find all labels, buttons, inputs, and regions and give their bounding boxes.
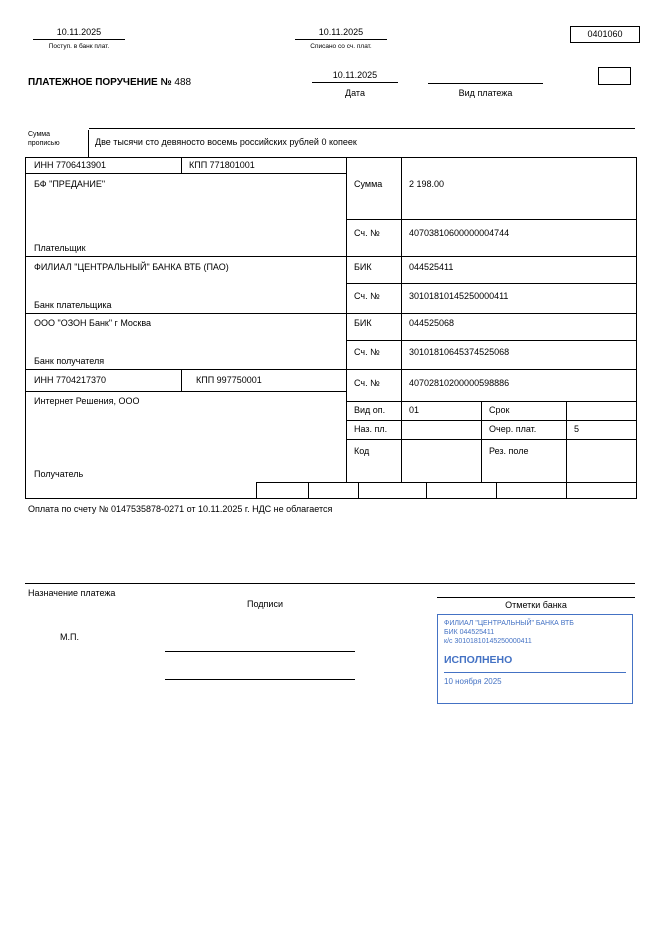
bank-marks-label: Отметки банка [505, 600, 567, 610]
priority-label: Очер. плат. [489, 424, 537, 434]
payer-kpp: КПП 771801001 [189, 160, 255, 170]
stamp-bank-name: ФИЛИАЛ "ЦЕНТРАЛЬНЫЙ" БАНКА ВТБ [444, 620, 574, 627]
signature-line-1 [165, 651, 355, 652]
signatures-label: Подписи [247, 599, 283, 609]
table-gridline [181, 158, 182, 173]
payee-bank-bik-label: БИК [354, 318, 372, 328]
table-gridline [346, 340, 636, 341]
payer-account-label: Сч. № [354, 228, 380, 238]
payer-bank-account-label: Сч. № [354, 291, 380, 301]
amount-label: Сумма [354, 179, 383, 189]
payer-bank-name: ФИЛИАЛ "ЦЕНТРАЛЬНЫЙ" БАНКА ВТБ (ПАО) [34, 262, 229, 272]
document-title-label: ПЛАТЕЖНОЕ ПОРУЧЕНИЕ № [28, 77, 172, 88]
payment-kind-label: Вид платежа [458, 88, 513, 98]
stamp-status: ИСПОЛНЕНО [444, 654, 513, 666]
payment-purpose-text: Оплата по счету № 0147535878-0271 от 10.11.2025 г. НДС не облагается [28, 504, 333, 514]
priority-value: 5 [574, 424, 580, 434]
stamp-corr-account: к/с 30101810145250000411 [444, 638, 532, 645]
table-gridline [481, 401, 482, 482]
received-date: 10.11.2025 [33, 27, 125, 40]
table-gridline [256, 482, 257, 498]
table-gridline [26, 369, 636, 370]
table-gridline [181, 369, 182, 391]
table-gridline [346, 158, 347, 482]
signature-line-2 [165, 679, 355, 680]
table-gridline [346, 420, 636, 421]
table-gridline [26, 173, 346, 174]
purpose-code-label: Наз. пл. [354, 424, 388, 434]
document-title [28, 77, 191, 89]
received-date-label: Поступ. в банк плат. [48, 43, 110, 50]
bank-stamp [437, 614, 633, 704]
table-gridline [346, 283, 636, 284]
table-gridline [401, 158, 402, 482]
form-code-box: 0401060 [570, 26, 640, 43]
term-label: Срок [489, 405, 510, 415]
reserve-field-label: Рез. поле [489, 446, 529, 456]
payer-inn: ИНН 7706413901 [34, 160, 107, 170]
table-gridline [256, 482, 636, 483]
payer-account-value: 40703810600000004744 [409, 228, 510, 238]
payee-section-label: Получатель [34, 469, 84, 479]
payee-bank-section-label: Банк получателя [34, 356, 105, 366]
payer-bank-section-label: Банк плательщика [34, 300, 112, 310]
payee-kpp: КПП 997750001 [196, 375, 262, 385]
payment-purpose-label: Назначение платежа [28, 588, 116, 598]
payer-bank-bik-value: 044525411 [409, 262, 454, 272]
table-gridline [346, 219, 636, 220]
payer-section-label: Плательщик [34, 243, 86, 253]
payer-bank-account-value: 30101810145250000411 [409, 291, 509, 301]
amount-in-words-label-line2: прописью [28, 140, 60, 147]
op-kind-label: Вид оп. [354, 405, 386, 415]
debited-date: 10.11.2025 [295, 27, 387, 40]
document-date-label: Дата [345, 88, 365, 98]
payer-name: БФ "ПРЕДАНИЕ" [34, 179, 106, 189]
amount-value: 2 198.00 [409, 179, 445, 189]
document-date: 10.11.2025 [312, 70, 398, 83]
payment-kind-value-line [428, 70, 543, 84]
table-gridline [26, 313, 636, 314]
table-gridline [566, 401, 567, 482]
payment-order-table [25, 157, 637, 499]
code-label: Код [354, 446, 370, 456]
payee-account-value: 40702810200000598886 [409, 378, 510, 388]
payee-account-label: Сч. № [354, 378, 380, 388]
debited-date-label: Списано со сч. плат. [310, 43, 372, 50]
amount-in-words-value: Две тысячи сто девяносто восемь российских рублей 0 копеек [89, 128, 635, 157]
amount-in-words-label [25, 130, 89, 157]
payee-bank-account-label: Сч. № [354, 347, 380, 357]
payer-bank-bik-label: БИК [354, 262, 372, 272]
payee-bank-name: ООО "ОЗОН Банк" г Москва [34, 318, 152, 328]
table-gridline [426, 482, 427, 498]
amount-in-words-label-line1: Сумма [28, 131, 50, 138]
stamp-place-label: М.П. [60, 632, 79, 642]
payee-bank-bik-value: 044525068 [409, 318, 455, 328]
stamp-date: 10 ноября 2025 [444, 672, 626, 687]
bank-marks-top-line [437, 597, 635, 598]
table-gridline [346, 439, 636, 440]
table-gridline [308, 482, 309, 498]
purpose-bottom-line [25, 583, 635, 584]
table-gridline [346, 401, 636, 402]
table-gridline [26, 391, 346, 392]
payment-kind-code-box [598, 67, 631, 85]
table-gridline [26, 256, 636, 257]
payee-name: Интернет Решения, ООО [34, 396, 140, 406]
table-gridline [496, 482, 497, 498]
table-gridline [566, 482, 567, 498]
document-number: 488 [174, 77, 192, 88]
table-gridline [358, 482, 359, 498]
payee-inn: ИНН 7704217370 [34, 375, 107, 385]
stamp-bik: БИК 044525411 [444, 629, 495, 636]
op-kind-value: 01 [409, 405, 420, 415]
amount-in-words-block [25, 128, 635, 157]
payee-bank-account-value: 30101810645374525068 [409, 347, 510, 357]
